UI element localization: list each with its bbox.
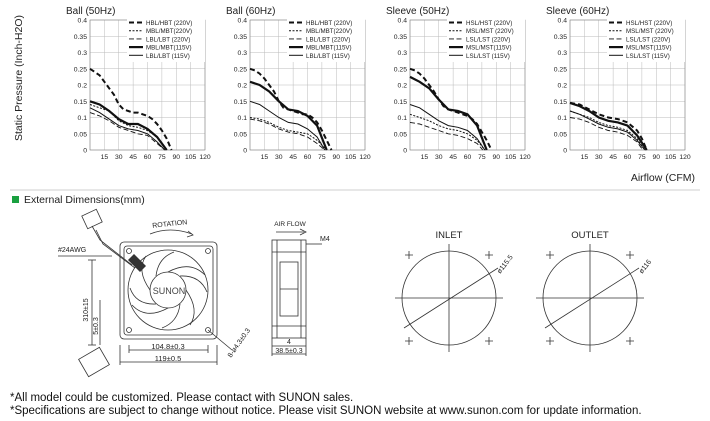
lead-strip-dim: 5±0.3	[93, 317, 100, 335]
y-tick-label: 0.35	[73, 33, 87, 41]
legend-entry: MBL/MBT(220V)	[306, 28, 353, 36]
y-tick-label: 0.4	[237, 17, 247, 25]
y-tick-label: 0.4	[77, 17, 87, 25]
series-line	[410, 105, 485, 151]
x-tick-label: 60	[623, 154, 632, 161]
y-tick-label: 0.2	[237, 82, 247, 90]
rotation-label: ROTATION	[152, 219, 188, 230]
x-tick-label: 60	[303, 154, 312, 161]
hole-pitch-dim: 104.8±0.3	[151, 342, 185, 351]
chart-legend	[447, 19, 525, 62]
y-tick-label: 0.1	[237, 115, 247, 122]
airflow-label: AIR FLOW	[274, 221, 306, 228]
y-tick-label: 0.35	[553, 33, 567, 41]
dimensions-heading: External Dimensions(mm)	[24, 194, 145, 206]
y-tick-label: 0.4	[557, 17, 567, 25]
series-line	[250, 82, 327, 150]
y-tick-label: 0.25	[73, 66, 87, 74]
legend-entry: LBL/LBT (220V)	[306, 36, 351, 44]
y-tick-label: 0.15	[73, 98, 87, 106]
y-tick-label: 0.05	[233, 131, 247, 139]
x-tick-label: 15	[100, 154, 109, 161]
legend-entry: LSL/LST (220V)	[466, 36, 511, 44]
legend-entry: MBL/MBT(115V)	[146, 44, 192, 52]
fan-front-view	[58, 209, 232, 376]
outlet-view	[536, 244, 644, 352]
x-tick-label: 120	[199, 154, 211, 161]
y-tick-label: 0.05	[393, 131, 407, 139]
chart-title: Sleeve (50Hz)	[386, 6, 450, 17]
x-tick-label: 90	[172, 154, 181, 161]
x-tick-label: 75	[158, 154, 166, 161]
series-line	[410, 122, 483, 150]
outlet-label: OUTLET	[571, 230, 609, 241]
x-tick-label: 90	[332, 154, 341, 161]
y-tick-label: 0.15	[233, 98, 247, 106]
legend-entry: MSL/MST (220V)	[466, 28, 514, 36]
y-tick-label: 0	[83, 147, 87, 155]
legend-entry: HSL/HST (220V)	[626, 20, 673, 27]
legend-entry: MSL/MST(115V)	[466, 44, 512, 52]
series-line	[90, 108, 165, 150]
section-marker-icon	[12, 196, 19, 203]
thread-label: M4	[320, 236, 330, 243]
y-tick-label: 0.35	[233, 33, 247, 41]
legend-entry: LBL/LBT (115V)	[306, 52, 350, 60]
y-axis-label: Static Pressure (Inch-H2O)	[13, 14, 25, 142]
x-tick-label: 30	[594, 154, 603, 161]
x-tick-label: 120	[359, 154, 371, 161]
x-tick-label: 60	[463, 154, 472, 161]
wire-gauge-label: #24AWG	[58, 247, 87, 254]
series-line	[570, 103, 647, 150]
y-tick-label: 0.25	[233, 66, 247, 74]
x-tick-label: 30	[114, 154, 123, 161]
x-tick-label: 45	[289, 154, 297, 161]
y-tick-label: 0.3	[77, 50, 87, 57]
x-axis-label: Airflow (CFM)	[630, 172, 695, 184]
x-tick-label: 30	[434, 154, 443, 161]
x-tick-label: 45	[129, 154, 137, 161]
x-tick-label: 15	[420, 154, 429, 161]
x-tick-label: 105	[184, 154, 197, 161]
series-line	[90, 69, 172, 150]
legend-entry: HBL/HBT (220V)	[146, 20, 193, 27]
legend-entry: HSL/HST (220V)	[466, 20, 513, 27]
y-tick-label: 0.2	[77, 82, 87, 90]
y-tick-label: 0.15	[553, 98, 567, 106]
disclaimer-note: *Specifications are subject to change without notice. Please visit SUNON website at www.sunon.com for update information.	[10, 405, 642, 417]
x-tick-label: 120	[519, 154, 531, 161]
legend-entry: MSL/MST(115V)	[626, 44, 672, 52]
chart-legend	[287, 19, 365, 62]
chart-ball-60hz	[226, 6, 371, 161]
y-tick-label: 0.05	[73, 131, 87, 139]
depth-dim: 38.5±0.3	[275, 348, 303, 355]
y-tick-label: 0	[563, 147, 567, 155]
y-tick-label: 0.3	[397, 50, 407, 57]
lead-length-dim: 310±15	[83, 298, 90, 322]
x-tick-label: 60	[143, 154, 152, 161]
brand-label: SUNON	[152, 286, 186, 296]
chart-title: Sleeve (60Hz)	[546, 6, 610, 17]
inlet-label: INLET	[435, 230, 463, 241]
legend-entry: LBL/LBT (115V)	[146, 52, 190, 60]
chart-sleeve-60hz	[546, 6, 691, 161]
outlet-diameter: ø116	[638, 258, 654, 276]
x-tick-label: 105	[664, 154, 677, 161]
legend-entry: LSL/LST (220V)	[626, 36, 671, 44]
x-tick-label: 75	[318, 154, 326, 161]
chart-sleeve-50hz	[386, 6, 531, 161]
y-tick-label: 0.25	[393, 66, 407, 74]
legend-entry: HBL/HBT (220V)	[306, 20, 353, 27]
y-tick-label: 0.3	[557, 50, 567, 57]
series-line	[90, 113, 165, 150]
x-tick-label: 15	[580, 154, 589, 161]
x-tick-label: 75	[478, 154, 486, 161]
depth-small-dim: 4	[287, 339, 291, 346]
x-tick-label: 90	[492, 154, 501, 161]
y-tick-label: 0.4	[397, 17, 407, 25]
chart-title: Ball (50Hz)	[66, 6, 116, 17]
inlet-diameter: ø115.5	[496, 254, 515, 276]
legend-entry: LBL/LBT (220V)	[146, 36, 191, 44]
fan-side-view	[272, 229, 322, 356]
chart-title: Ball (60Hz)	[226, 6, 276, 17]
x-tick-label: 15	[260, 154, 269, 161]
legend-entry: LSL/LST (115V)	[466, 52, 510, 60]
y-tick-label: 0.25	[553, 66, 567, 74]
y-tick-label: 0.05	[553, 131, 567, 139]
inlet-view	[395, 244, 503, 352]
chart-legend	[127, 19, 205, 62]
legend-entry: LSL/LST (115V)	[626, 52, 670, 60]
x-tick-label: 105	[344, 154, 357, 161]
overall-width-dim: 119±0.5	[154, 354, 182, 363]
y-tick-label: 0.1	[397, 115, 407, 122]
legend-entry: MBL/MBT(115V)	[306, 44, 352, 52]
y-tick-label: 0.1	[77, 115, 87, 122]
y-tick-label: 0.3	[237, 50, 247, 57]
y-tick-label: 0.15	[393, 98, 407, 106]
y-tick-label: 0.1	[557, 115, 567, 122]
y-tick-label: 0	[243, 147, 247, 155]
chart-ball-50hz	[66, 6, 211, 161]
x-tick-label: 45	[449, 154, 457, 161]
y-tick-label: 0.2	[557, 82, 567, 90]
x-tick-label: 105	[504, 154, 517, 161]
legend-entry: MSL/MST (220V)	[626, 28, 674, 36]
chart-legend	[607, 19, 685, 62]
series-line	[570, 103, 647, 150]
x-tick-label: 90	[652, 154, 661, 161]
x-tick-label: 120	[679, 154, 691, 161]
y-tick-label: 0	[403, 147, 407, 155]
y-tick-label: 0.35	[393, 33, 407, 41]
x-tick-label: 75	[638, 154, 646, 161]
customization-note: *All model could be customized. Please contact with SUNON sales.	[10, 392, 354, 404]
mount-holes-dim: 8-ø4.3±0.3	[226, 327, 253, 360]
y-tick-label: 0.2	[397, 82, 407, 90]
legend-entry: MBL/MBT(220V)	[146, 28, 193, 36]
x-tick-label: 30	[274, 154, 283, 161]
wire-strip-icon	[128, 254, 146, 272]
x-tick-label: 45	[609, 154, 617, 161]
